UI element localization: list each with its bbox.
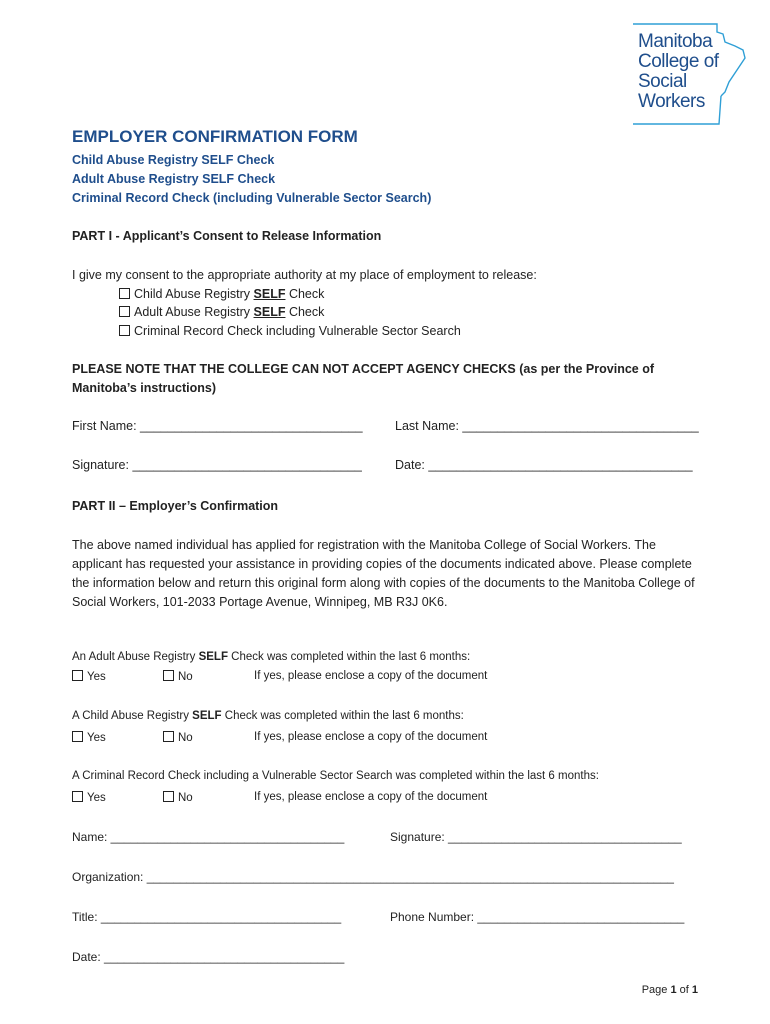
page-of: of xyxy=(676,984,692,996)
logo-line-2: College of xyxy=(638,51,719,72)
consent-intro: I give my consent to the appropriate authority at my place of employment to release: xyxy=(72,268,537,282)
enclose-note-2: If yes, please enclose a copy of the document xyxy=(254,731,488,743)
checkbox-icon[interactable] xyxy=(163,791,174,802)
part1-heading: PART I - Applicant’s Consent to Release Information xyxy=(72,229,382,243)
part2-paragraph: The above named individual has applied for registration with the Manitoba College of Social Workers. The applicant has requested your assistance in providing copies of the documents indicated above. Please complete the information below and return this original form along with copies of the documents to the Manitoba College of Social Workers, 101-2033 Portage Avenue, Winnipeg, MB R3J 0K6. xyxy=(72,538,695,609)
first-name-field[interactable]: First Name: ________________________________ xyxy=(72,419,363,433)
checkbox-icon[interactable] xyxy=(119,306,130,317)
logo-line-1: Manitoba xyxy=(638,31,713,52)
checkbox-icon[interactable] xyxy=(72,731,83,742)
answer-yes-1[interactable] xyxy=(72,670,106,683)
consent-option-child[interactable] xyxy=(119,287,324,301)
question-text: A Criminal Record Check including a Vulnerable Sector Search was completed within the last 6 months: xyxy=(72,770,599,782)
employer-signature-field[interactable]: Signature: ___________________________________ xyxy=(390,830,682,844)
last-name-field[interactable]: Last Name: __________________________________ xyxy=(395,419,699,433)
applicant-date-field[interactable]: Date: ______________________________________ xyxy=(395,458,693,472)
page-current: 1 xyxy=(670,984,677,996)
subtitle-adult-abuse: Adult Abuse Registry SELF Check xyxy=(72,172,276,186)
option-text-end: Check xyxy=(285,305,325,319)
option-emph: SELF xyxy=(253,287,286,301)
employer-date-field[interactable]: Date: ____________________________________ xyxy=(72,950,345,964)
question-criminal-record xyxy=(72,770,599,782)
consent-option-adult[interactable] xyxy=(119,305,324,319)
checkbox-icon[interactable] xyxy=(72,791,83,802)
page-number xyxy=(642,984,698,996)
enclose-note-1: If yes, please enclose a copy of the document xyxy=(254,670,488,682)
option-text-end: Check xyxy=(285,287,325,301)
form-title: EMPLOYER CONFIRMATION FORM xyxy=(72,127,358,146)
question-text: An Adult Abuse Registry xyxy=(72,651,199,663)
checkbox-icon[interactable] xyxy=(72,670,83,681)
option-text: Adult Abuse Registry xyxy=(134,305,254,319)
option-emph: SELF xyxy=(253,305,286,319)
question-text-end: Check was completed within the last 6 months: xyxy=(227,651,471,663)
question-emph: SELF xyxy=(198,651,228,663)
checkbox-icon[interactable] xyxy=(163,731,174,742)
title-field[interactable]: Title: ____________________________________ xyxy=(72,910,342,924)
yes-label: Yes xyxy=(87,792,106,804)
consent-option-criminal[interactable] xyxy=(119,324,461,338)
answer-no-3[interactable] xyxy=(163,791,193,804)
checkbox-icon[interactable] xyxy=(119,325,130,336)
part2-heading: PART II – Employer’s Confirmation xyxy=(72,499,279,513)
answer-no-1[interactable] xyxy=(163,670,193,683)
logo-line-3: Social xyxy=(638,71,687,92)
enclose-note-3: If yes, please enclose a copy of the document xyxy=(254,791,488,803)
option-text: Criminal Record Check including Vulnerable Sector Search xyxy=(134,324,461,338)
no-label: No xyxy=(178,671,193,683)
subtitle-criminal-record: Criminal Record Check (including Vulnerable Sector Search) xyxy=(72,191,432,205)
page-total: 1 xyxy=(691,984,698,996)
question-text-end: Check was completed within the last 6 months: xyxy=(221,710,464,722)
question-emph: SELF xyxy=(192,710,222,722)
yes-label: Yes xyxy=(87,732,106,744)
question-child-abuse xyxy=(72,710,464,722)
phone-number-field[interactable]: Phone Number: _______________________________ xyxy=(390,910,685,924)
college-logo xyxy=(625,20,755,130)
no-label: No xyxy=(178,732,193,744)
question-text: A Child Abuse Registry xyxy=(72,710,193,722)
checkbox-icon[interactable] xyxy=(119,288,130,299)
option-text: Child Abuse Registry xyxy=(134,287,254,301)
subtitle-child-abuse: Child Abuse Registry SELF Check xyxy=(72,153,275,167)
no-label: No xyxy=(178,792,193,804)
applicant-signature-field[interactable]: Signature: _________________________________ xyxy=(72,458,362,472)
agency-note-line2: Manitoba’s instructions) xyxy=(72,381,216,395)
page-label: Page xyxy=(641,984,671,996)
organization-field[interactable]: Organization: _______________________________________________________________________________ xyxy=(72,870,674,884)
question-adult-abuse xyxy=(72,651,470,663)
yes-label: Yes xyxy=(87,671,106,683)
checkbox-icon[interactable] xyxy=(163,670,174,681)
answer-no-2[interactable] xyxy=(163,731,193,744)
agency-note-line1: PLEASE NOTE THAT THE COLLEGE CAN NOT ACCEPT AGENCY CHECKS (as per the Province of xyxy=(72,362,655,376)
logo-line-4: Workers xyxy=(638,91,705,112)
answer-yes-3[interactable] xyxy=(72,791,106,804)
answer-yes-2[interactable] xyxy=(72,731,106,744)
employer-name-field[interactable]: Name: ___________________________________ xyxy=(72,830,345,844)
